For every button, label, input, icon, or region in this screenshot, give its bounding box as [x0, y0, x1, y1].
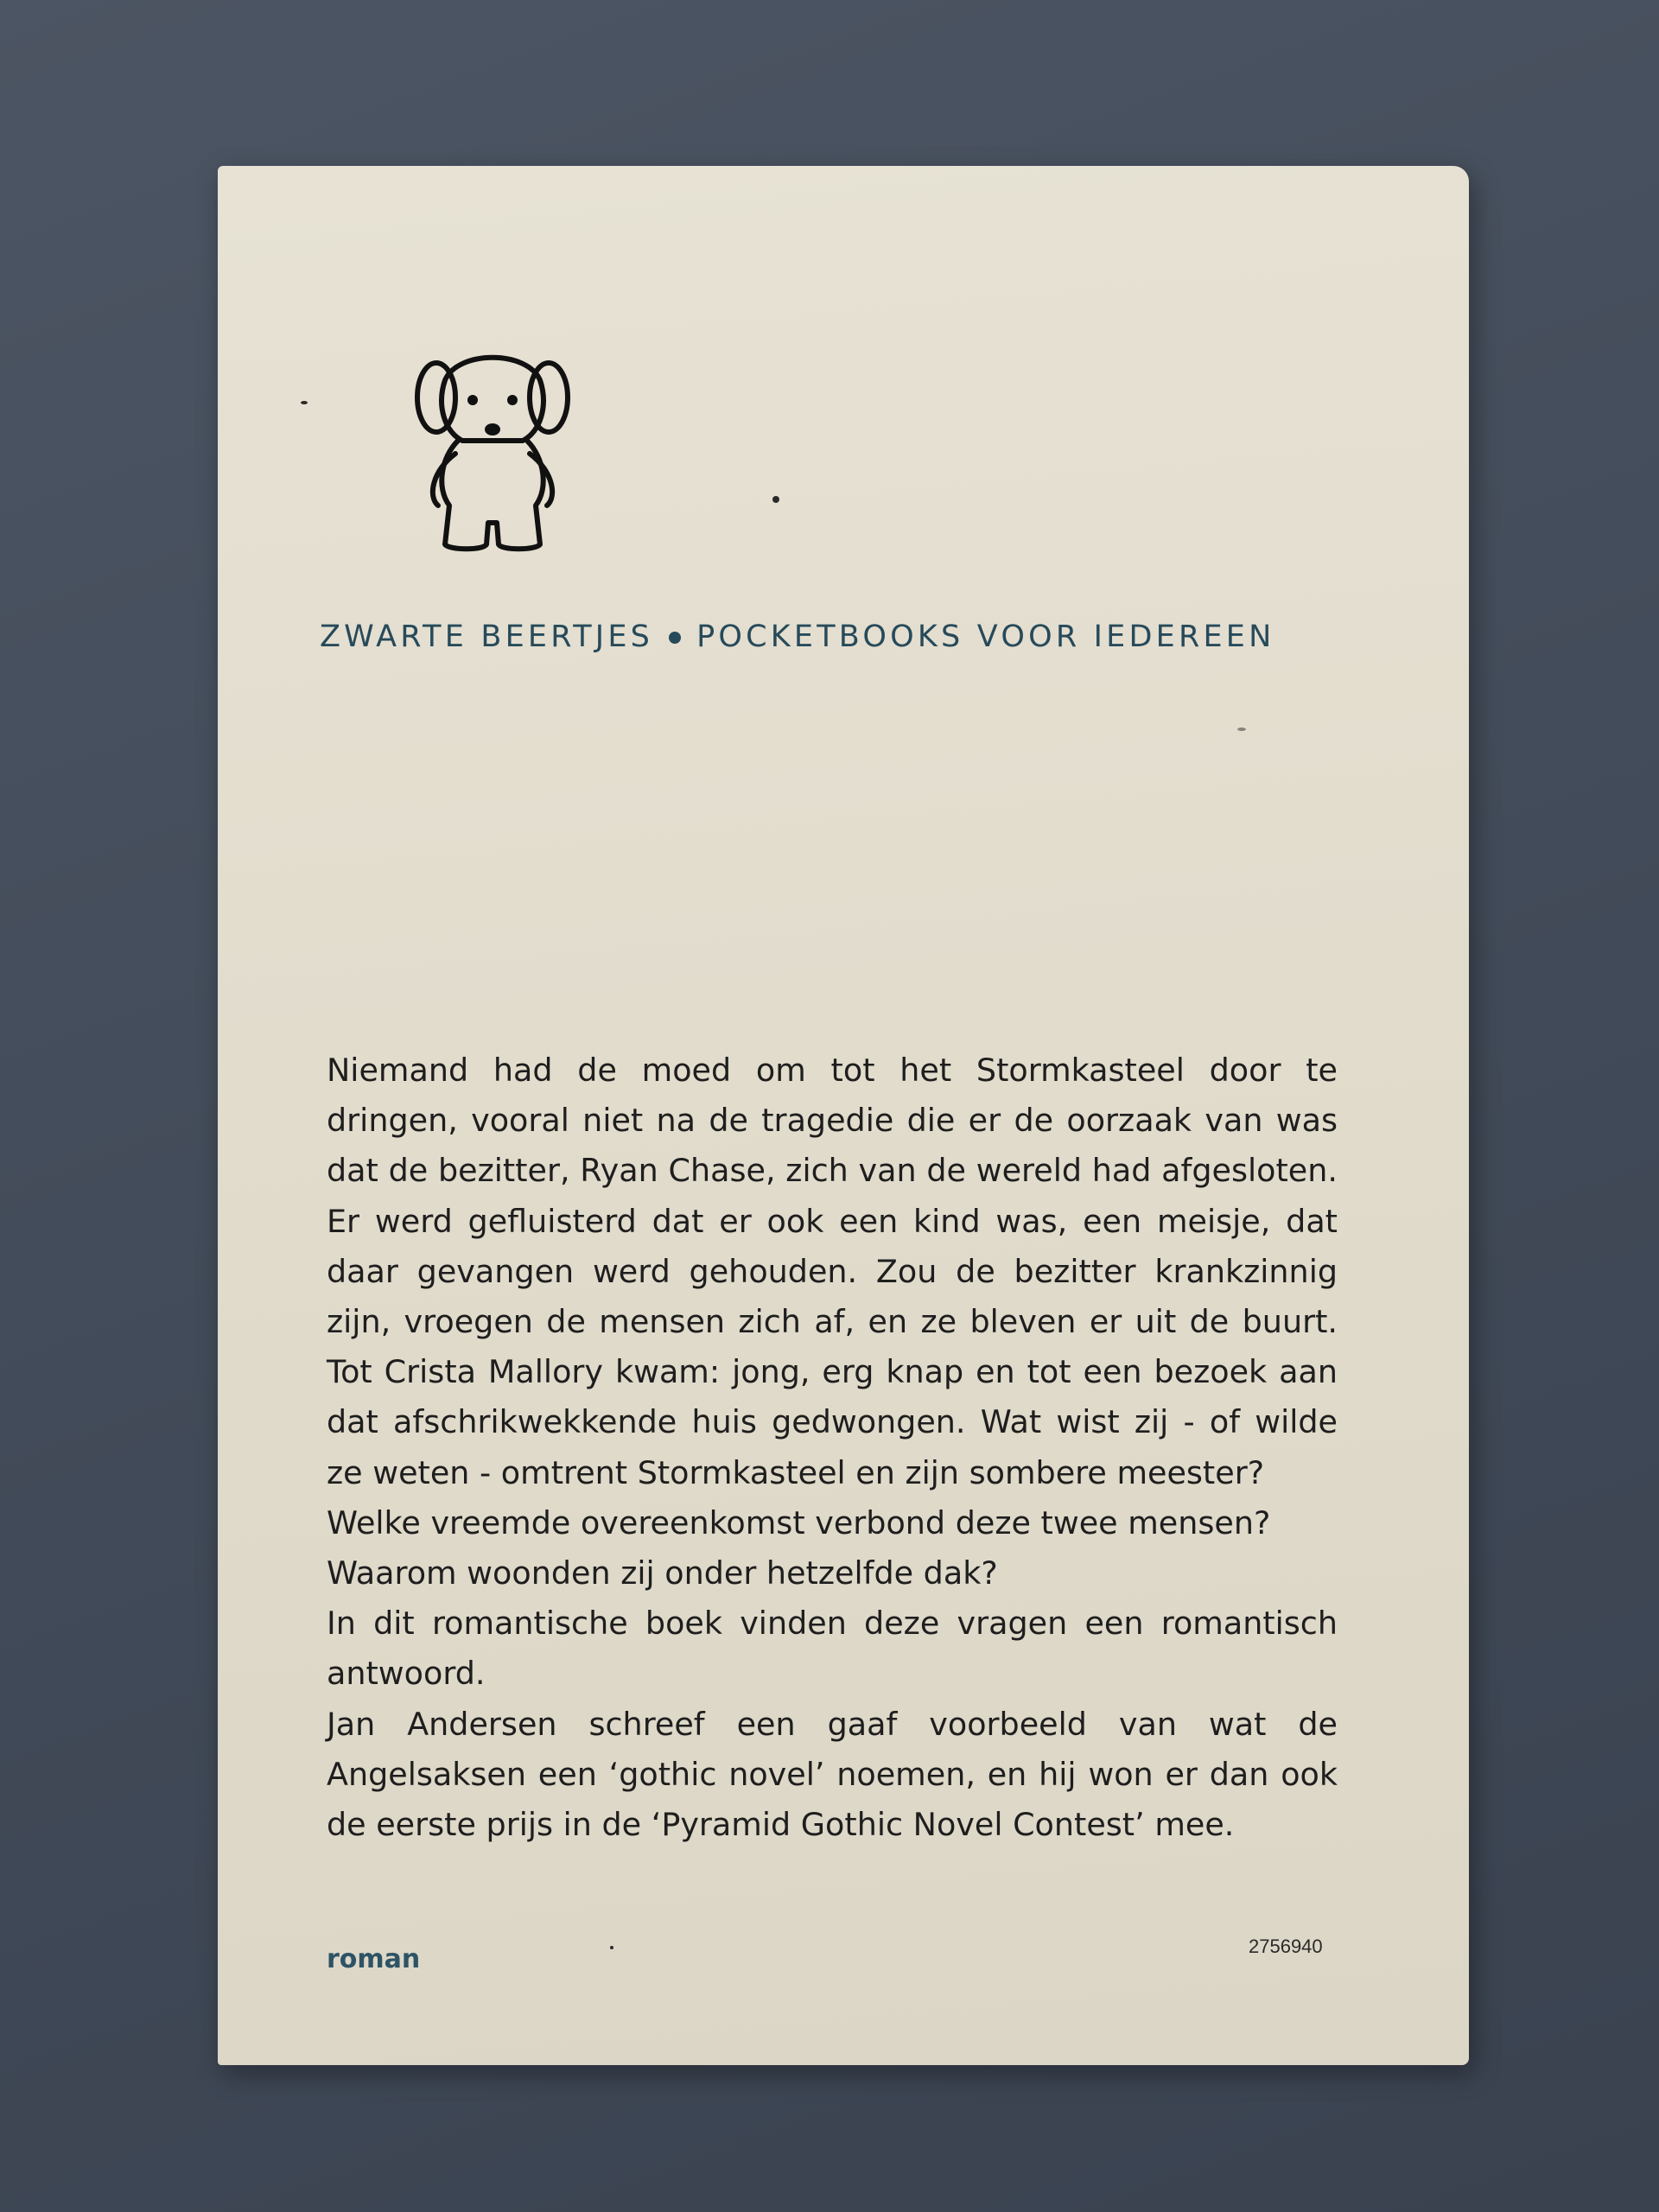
series-title	[320, 620, 1357, 654]
paper-speck	[610, 1946, 613, 1949]
series-name: ZWARTE BEERTJES	[320, 620, 654, 654]
bullet-separator-icon	[669, 632, 681, 644]
blurb-paragraph: Welke vreemde overeenkomst verbond deze twee mensen?	[327, 1503, 1271, 1541]
blurb-paragraph: In dit romantische boek vinden deze vragen een romantisch antwoord.	[327, 1605, 1338, 1693]
bear-logo-icon	[410, 350, 575, 557]
genre-label: roman	[327, 1944, 421, 1974]
paper-speck	[301, 401, 308, 404]
blurb-paragraph: Jan Andersen schreef een gaaf voorbeeld van wat de Angelsaksen een ‘gothic novel’ noemen, en hij won er dan ook de eerste prijs in de ‘Pyramid Gothic Novel Contest’ mee.	[327, 1705, 1338, 1844]
series-tagline: POCKETBOOKS VOOR IEDEREEN	[696, 620, 1275, 654]
blurb-paragraph: Waarom woonden zij onder hetzelfde dak?	[327, 1554, 998, 1592]
paper-speck	[772, 496, 779, 503]
paper-speck	[1237, 728, 1246, 731]
blurb-text	[327, 1046, 1338, 1850]
blurb-paragraph: Niemand had de moed om tot het Stormkasteel door te dringen, vooral niet na de tragedie die er de oorzaak van was dat de bezitter, Ryan Chase, zich van de wereld had afgesloten. Er werd gefluisterd dat er ook een kind was, een meisje, dat daar gevangen werd gehouden. Zou de bezitter krankzinnig zijn, vroegen de mensen zich af, en ze bleven er uit de buurt. Tot Crista Mallory kwam: jong, erg knap en tot een bezoek aan dat afschrikwekkende huis gedwongen. Wat wist zij - of wilde ze weten - omtrent Stormkasteel en zijn sombere meester?	[327, 1052, 1338, 1491]
catalog-number: 2756940	[1249, 1936, 1323, 1957]
